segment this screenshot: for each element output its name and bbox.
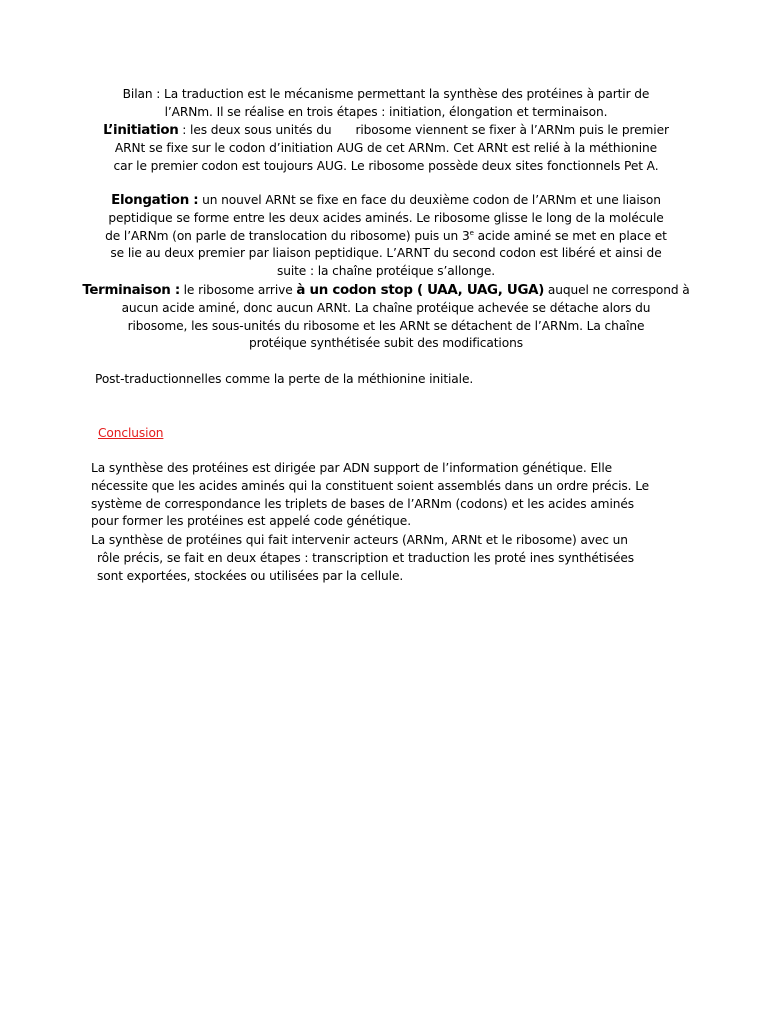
terminaison-line-3: ribosome, les sous-unités du ribosome et les ARNt se détachent de l’ARNm. La chaîne (127, 318, 645, 333)
elongation-paragraph (80, 192, 692, 281)
elongation-line-3 (80, 228, 692, 246)
post-translational-line: Post-traductionnelles comme la perte de la méthionine initiale. (95, 372, 474, 386)
initiation-line-3: car le premier codon est toujours AUG. Le ribosome possède deux sites fonctionnels Pet A. (113, 158, 659, 173)
conclusion-paragraph-2 (91, 532, 691, 585)
conclusion-p2-line-2: rôle précis, se fait en deux étapes : transcription et traduction les proté ines synthétisées (97, 550, 635, 565)
conclusion-title: Conclusion (98, 426, 164, 440)
elongation-line-5: suite : la chaîne protéique s’allonge. (276, 264, 496, 279)
conclusion-p1-line-3: système de correspondance les triplets de bases de l’ARNm (codons) et les acides aminés (91, 496, 635, 511)
initiation-line-1-end: ribosome viennent se fixer à l’ARNm puis le premier (355, 123, 669, 137)
terminaison-heading: Terminaison : (82, 283, 180, 298)
elongation-line-3-end: acide aminé se met en place et (473, 228, 667, 243)
bilan-paragraph (80, 86, 692, 122)
elongation-line-1 (80, 192, 692, 210)
elongation-heading: Elongation : (111, 193, 199, 208)
conclusion-p1-line-1: La synthèse des protéines est dirigée par ADN support de l’information génétique. Elle (91, 461, 613, 475)
initiation-line-2: ARNt se fixe sur le codon d’initiation AUG de cet ARNm. Cet ARNt est relié à la méthionine (114, 140, 658, 155)
conclusion-p1-line-4: pour former les protéines est appelé code génétique. (91, 514, 411, 529)
terminaison-line-1 (80, 282, 692, 300)
terminaison-line-1-end: auquel ne correspond à (544, 283, 690, 297)
initiation-line-1 (80, 122, 692, 140)
elongation-line-2: peptidique se forme entre les deux acides aminés. Le ribosome glisse le long de la molécule (108, 210, 664, 225)
elongation-line-3-start: de l’ARNm (on parle de translocation du ribosome) puis un 3 (105, 228, 470, 243)
terminaison-line-1-text: le ribosome arrive (179, 283, 297, 297)
bilan-line-1: Bilan : La traduction est le mécanisme permettant la synthèse des protéines à partir de (122, 87, 650, 101)
terminaison-line-4: protéique synthétisée subit des modifications (249, 336, 523, 351)
conclusion-p2-line-1: La synthèse de protéines qui fait intervenir acteurs (ARNm, ARNt et le ribosome) avec un (91, 533, 628, 547)
codon-stop-emphasis: à un codon stop ( UAA, UAG, UGA) (296, 283, 545, 298)
conclusion-p2-line-3: sont exportées, stockées ou utilisées par la cellule. (97, 568, 404, 583)
terminaison-line-2: aucun acide aminé, donc aucun ARNt. La chaîne protéique achevée se détache alors du (121, 300, 651, 315)
elongation-line-4: se lie au deux premier par liaison peptidique. L’ARNT du second codon est libéré et ainsi de (110, 246, 662, 261)
conclusion-paragraph-1 (91, 460, 691, 531)
elongation-line-1-text: un nouvel ARNt se fixe en face du deuxième codon de l’ARNm et une liaison (198, 193, 661, 207)
initiation-line-1-text: : les deux sous unités du (178, 123, 332, 137)
ordinal-superscript: e (469, 228, 474, 237)
initiation-heading: L’initiation (103, 123, 179, 138)
bilan-line-2: l’ARNm. Il se réalise en trois étapes : initiation, élongation et terminaison. (164, 104, 608, 119)
conclusion-p1-line-2: nécessite que les acides aminés qui la constituent soient assemblés dans un ordre précis. Le (91, 478, 650, 493)
initiation-paragraph (80, 122, 692, 175)
terminaison-paragraph (80, 282, 692, 353)
